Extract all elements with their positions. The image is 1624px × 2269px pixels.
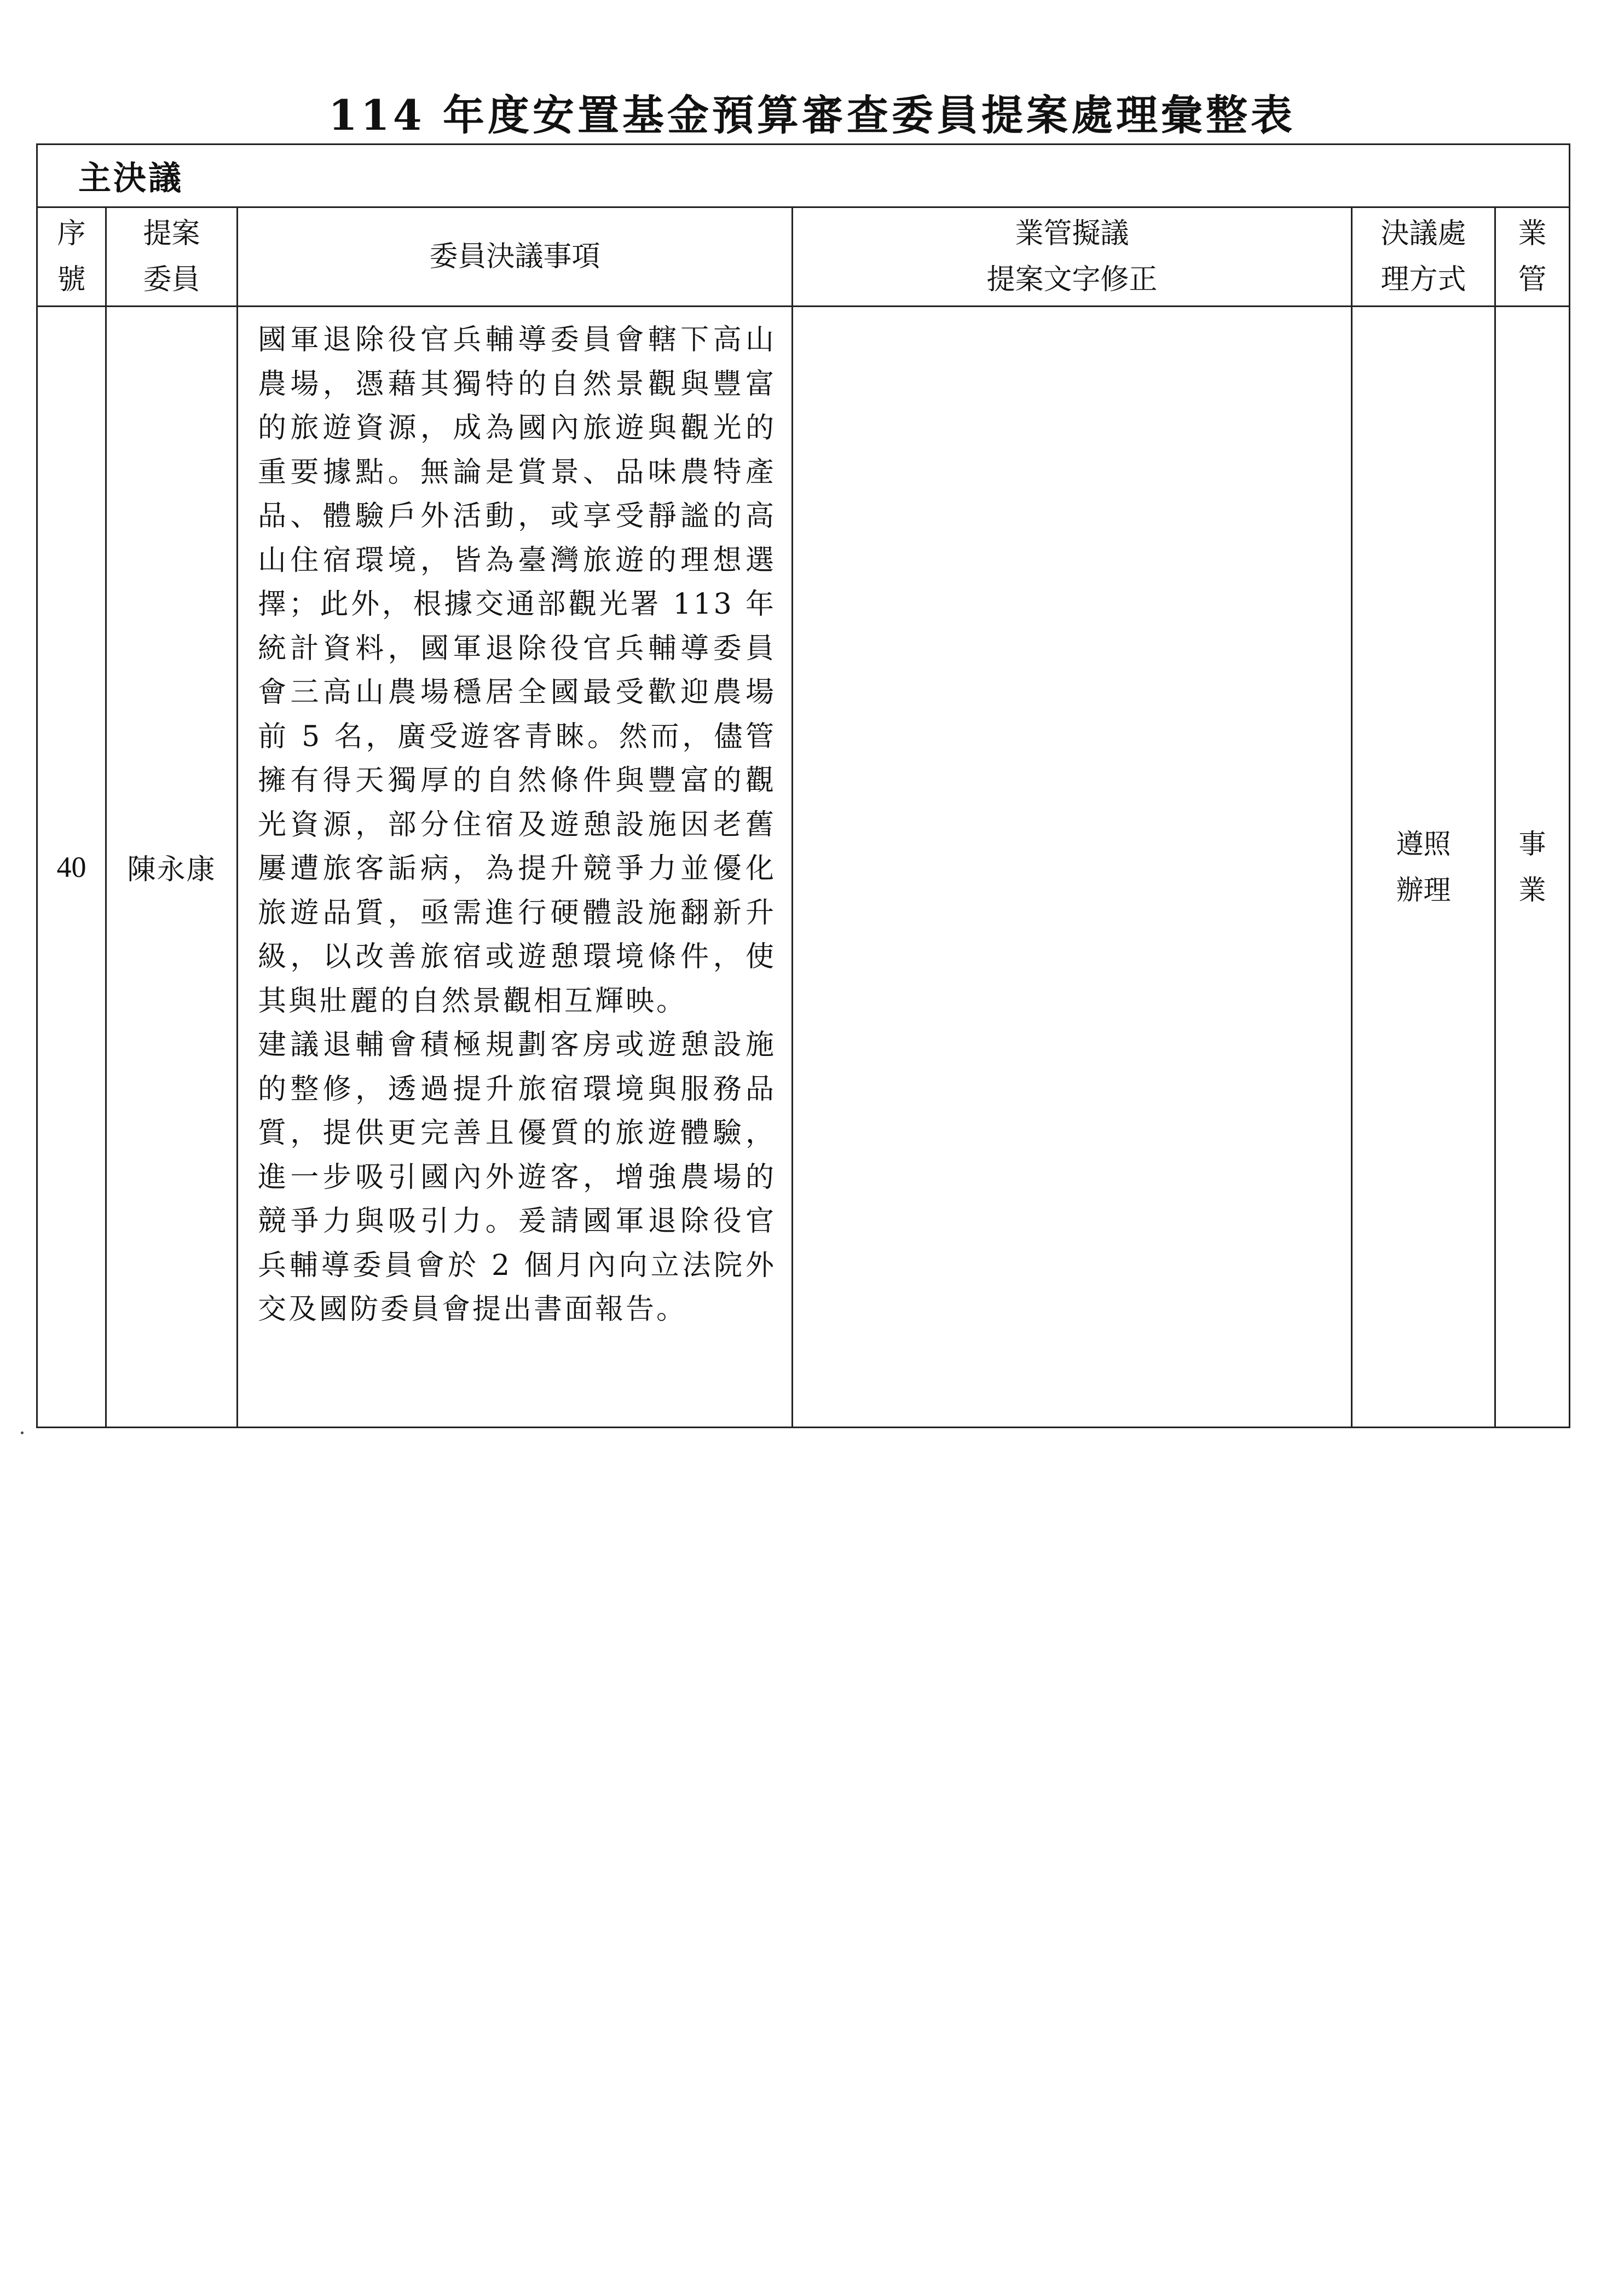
scan-speck [21, 1431, 24, 1434]
header-suggestion: 業管擬議 提案文字修正 [793, 207, 1352, 307]
section-row [37, 145, 1570, 207]
document-title: 114 年度安置基金預算審查委員提案處理彙整表 [328, 91, 1296, 140]
proposal-table [36, 143, 1570, 1428]
resolution-paragraph: 國軍退除役官兵輔導委員會轄下高山農場，憑藉其獨特的自然景觀與豐富的旅遊資源，成為國內旅遊與觀光的重要據點。無論是賞景、品味農特產品、體驗戶外活動，或享受靜謐的高山住宿環境，皆為臺灣旅遊的理想選擇；此外，根據交通部觀光署 113 年統計資料，國軍退除役官兵輔導委員會三高山農場穩居全國最受歡迎農場前 5 名，廣受遊客青睞。然而，儘管擁有得天獨厚的自然條件與豐富的觀光資源，部分住宿及遊憩設施因老舊屢遭旅客詬病，為提升競爭力並優化旅遊品質，亟需進行硬體設施翻新升級，以改善旅宿或遊憩環境條件，使其與壯麗的自然景觀相互輝映。 [258, 324, 776, 1018]
resolution-paragraph: 建議退輔會積極規劃客房或遊憩設施的整修，透過提升旅宿環境與服務品質，提供更完善且優質的旅遊體驗，進一步吸引國內外遊客，增強農場的競爭力與吸引力。爰請國軍退除役官兵輔導委員會於 2 個月內向立法院外交及國防委員會提出書面報告。 [258, 1029, 776, 1326]
header-proposer: 提案 委員 [106, 207, 238, 307]
header-unit: 業 管 [1495, 207, 1570, 307]
row-suggestion [793, 307, 1352, 1428]
table-row [37, 307, 1570, 1428]
header-row [37, 207, 1570, 307]
header-seq: 序 號 [37, 207, 106, 307]
row-proposer: 陳永康 [106, 307, 238, 1428]
row-method: 遵照 辦理 [1352, 307, 1495, 1428]
row-unit: 事 業 [1495, 307, 1570, 1428]
header-resolution: 委員決議事項 [238, 207, 793, 307]
row-seq: 40 [37, 307, 106, 1428]
row-resolution [238, 307, 793, 1428]
section-label: 主決議 [37, 145, 1570, 207]
header-method: 決議處 理方式 [1352, 207, 1495, 307]
